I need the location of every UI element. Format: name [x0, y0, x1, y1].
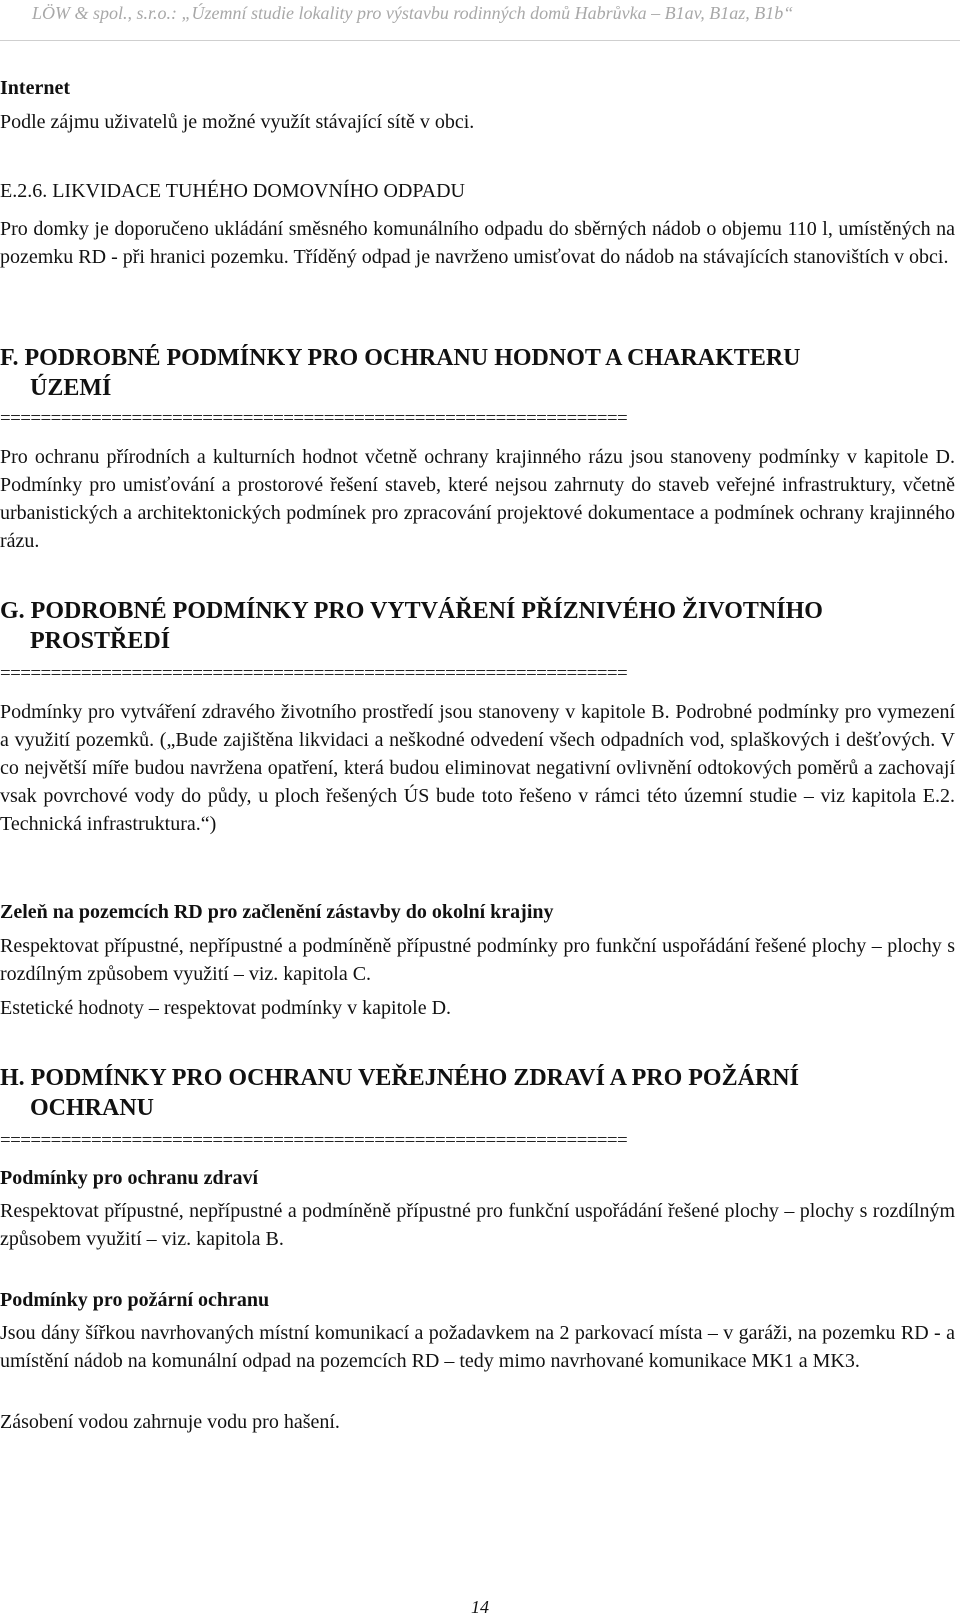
health-heading: Podmínky pro ochranu zdraví	[0, 1167, 258, 1189]
internet-text: Podle zájmu uživatelů je možné využít stávající sítě v obci.	[0, 111, 475, 133]
page-number: 14	[471, 1597, 489, 1617]
g-heading-line2: PROSTŘEDÍ	[30, 628, 171, 654]
h-heading	[0, 1063, 955, 1123]
water-text: Zásobení vodou zahrnuje vodu pro hašení.	[0, 1411, 340, 1433]
g-heading	[0, 596, 955, 656]
fire-heading: Podmínky pro požární ochranu	[0, 1289, 270, 1311]
f-text: Pro ochranu přírodních a kulturních hodnot včetně ochrany krajinného rázu jsou stanoveny podmínky v kapitole D. Podmínky pro umisťování a prostorové řešení staveb, které nejsou zahrnuty do staveb veřejné infrastruktury, včetně urbanistických a architektonických podmínek pro zpracování projektové dokumentace a podmínek ochrany krajinného rázu.	[0, 446, 955, 552]
running-header: LÖW & spol., s.r.o.: „Územní studie lokality pro výstavbu rodinných domů Habrůvka – B1av, B1az, B1b“	[32, 3, 794, 23]
fire-text: Jsou dány šířkou navrhovaných místní komunikací a požadavkem na 2 parkovací místa – v garáži, na pozemku RD - a umístění nádob na komunální odpad na pozemcích RD – tedy mimo navrhované komunikace MK1 a MK3.	[0, 1322, 955, 1372]
g-text: Podmínky pro vytváření zdravého životního prostředí jsou stanoveny v kapitole B. Podrobné podmínky pro vymezení a využití pozemků. („Bude zajištěna likvidaci a neškodné odvedení všech odpadních vod, splaškových i dešťových. V co největší míře budou navržena opatření, která budou eliminovat negativní ovlivnění odtokových poměrů a zachovají vsak povrchové vody do půdy, u ploch řešených ÚS bude toto řešeno v rámci této územní studie – viz kapitola E.2. Technická infrastruktura.“)	[0, 701, 955, 835]
e26-heading: E.2.6. LIKVIDACE TUHÉHO DOMOVNÍHO ODPADU	[0, 180, 465, 202]
g-heading-line1: G. PODROBNÉ PODMÍNKY PRO VYTVÁŘENÍ PŘÍZNIVÉHO ŽIVOTNÍHO	[0, 598, 823, 624]
h-heading-line2: OCHRANU	[30, 1095, 154, 1121]
f-separator: ==============================================================	[0, 409, 628, 429]
health-text: Respektovat přípustné, nepřípustné a podmíněně přípustné pro funkční uspořádání řešené plochy – plochy s rozdílným způsobem využití – viz. kapitola B.	[0, 1200, 955, 1250]
g-separator: ==============================================================	[0, 664, 628, 684]
header-rule	[0, 40, 960, 41]
g-subheading: Zeleň na pozemcích RD pro začlenění zástavby do okolní krajiny	[0, 901, 554, 923]
h-separator: ==============================================================	[0, 1131, 628, 1151]
g-sub-text2: Estetické hodnoty – respektovat podmínky v kapitole D.	[0, 997, 452, 1019]
f-heading-line1: F. PODROBNÉ PODMÍNKY PRO OCHRANU HODNOT A CHARAKTERU	[0, 345, 801, 371]
h-heading-line1: H. PODMÍNKY PRO OCHRANU VEŘEJNÉHO ZDRAVÍ A PRO POŽÁRNÍ	[0, 1065, 799, 1091]
f-heading-line2: ÚZEMÍ	[30, 375, 112, 401]
internet-heading: Internet	[0, 77, 70, 99]
g-sub-text1: Respektovat přípustné, nepřípustné a podmíněně přípustné podmínky pro funkční uspořádání řešené plochy – plochy s rozdílným způsobem využití – viz. kapitola C.	[0, 935, 955, 985]
f-heading	[0, 343, 955, 403]
e26-text: Pro domky je doporučeno ukládání směsného komunálního odpadu do sběrných nádob o objemu 110 l, umístěných na pozemku RD - při hranici pozemku. Tříděný odpad je navrženo umisťovat do nádob na stávajících stanovištích v obci.	[0, 218, 955, 268]
